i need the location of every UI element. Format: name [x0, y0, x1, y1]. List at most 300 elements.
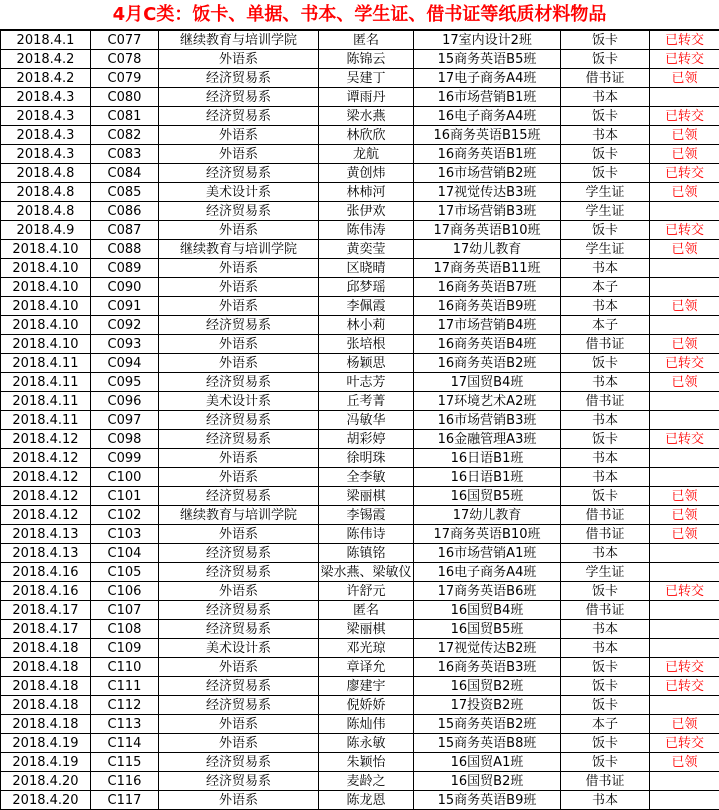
code-cell[interactable]: C116 — [91, 772, 159, 791]
item-cell[interactable]: 书本 — [561, 297, 650, 316]
class-cell[interactable]: 17市场营销B3班 — [414, 202, 561, 221]
name-cell[interactable]: 徐明珠 — [319, 449, 414, 468]
date-cell[interactable]: 2018.4.12 — [1, 468, 91, 487]
code-cell[interactable]: C087 — [91, 221, 159, 240]
department-cell[interactable]: 外语系 — [159, 734, 319, 753]
name-cell[interactable]: 区晓晴 — [319, 259, 414, 278]
code-cell[interactable]: C098 — [91, 430, 159, 449]
department-cell[interactable]: 经济贸易系 — [159, 696, 319, 715]
code-cell[interactable]: C107 — [91, 601, 159, 620]
department-cell[interactable]: 经济贸易系 — [159, 563, 319, 582]
code-cell[interactable]: C102 — [91, 506, 159, 525]
department-cell[interactable]: 经济贸易系 — [159, 107, 319, 126]
date-cell[interactable]: 2018.4.11 — [1, 411, 91, 430]
code-cell[interactable]: C114 — [91, 734, 159, 753]
date-cell[interactable]: 2018.4.12 — [1, 487, 91, 506]
code-cell[interactable]: C092 — [91, 316, 159, 335]
class-cell[interactable]: 16金融管理A3班 — [414, 430, 561, 449]
date-cell[interactable]: 2018.4.8 — [1, 202, 91, 221]
item-cell[interactable]: 学生证 — [561, 183, 650, 202]
code-cell[interactable]: C077 — [91, 31, 159, 50]
name-cell[interactable]: 许舒元 — [319, 582, 414, 601]
department-cell[interactable]: 外语系 — [159, 221, 319, 240]
class-cell[interactable]: 16国贸B4班 — [414, 601, 561, 620]
date-cell[interactable]: 2018.4.11 — [1, 354, 91, 373]
department-cell[interactable]: 经济贸易系 — [159, 316, 319, 335]
name-cell[interactable]: 丘考菁 — [319, 392, 414, 411]
code-cell[interactable]: C088 — [91, 240, 159, 259]
item-cell[interactable]: 饭卡 — [561, 50, 650, 69]
class-cell[interactable]: 17视觉传达B3班 — [414, 183, 561, 202]
code-cell[interactable]: C099 — [91, 449, 159, 468]
class-cell[interactable]: 17国贸B4班 — [414, 373, 561, 392]
class-cell[interactable]: 17环境艺术A2班 — [414, 392, 561, 411]
item-cell[interactable]: 本子 — [561, 278, 650, 297]
class-cell[interactable]: 15商务英语B8班 — [414, 734, 561, 753]
department-cell[interactable]: 经济贸易系 — [159, 411, 319, 430]
item-cell[interactable]: 饭卡 — [561, 107, 650, 126]
date-cell[interactable]: 2018.4.3 — [1, 107, 91, 126]
status-cell[interactable] — [650, 449, 719, 468]
status-cell[interactable]: 已转交 — [650, 430, 719, 449]
class-cell[interactable]: 16国贸B5班 — [414, 487, 561, 506]
name-cell[interactable]: 李佩霞 — [319, 297, 414, 316]
class-cell[interactable]: 15商务英语B2班 — [414, 715, 561, 734]
date-cell[interactable]: 2018.4.3 — [1, 145, 91, 164]
name-cell[interactable]: 张培根 — [319, 335, 414, 354]
department-cell[interactable]: 经济贸易系 — [159, 202, 319, 221]
class-cell[interactable]: 16国贸A1班 — [414, 753, 561, 772]
date-cell[interactable]: 2018.4.2 — [1, 50, 91, 69]
code-cell[interactable]: C109 — [91, 639, 159, 658]
department-cell[interactable]: 外语系 — [159, 525, 319, 544]
date-cell[interactable]: 2018.4.10 — [1, 240, 91, 259]
name-cell[interactable]: 龙航 — [319, 145, 414, 164]
item-cell[interactable]: 饭卡 — [561, 696, 650, 715]
code-cell[interactable]: C097 — [91, 411, 159, 430]
item-cell[interactable]: 饭卡 — [561, 31, 650, 50]
class-cell[interactable]: 16市场营销B2班 — [414, 164, 561, 183]
date-cell[interactable]: 2018.4.8 — [1, 183, 91, 202]
department-cell[interactable]: 外语系 — [159, 50, 319, 69]
item-cell[interactable]: 书本 — [561, 126, 650, 145]
item-cell[interactable]: 借书证 — [561, 772, 650, 791]
name-cell[interactable]: 梁水燕 — [319, 107, 414, 126]
code-cell[interactable]: C095 — [91, 373, 159, 392]
status-cell[interactable] — [650, 696, 719, 715]
code-cell[interactable]: C105 — [91, 563, 159, 582]
name-cell[interactable]: 陈伟诗 — [319, 525, 414, 544]
name-cell[interactable]: 邓光琼 — [319, 639, 414, 658]
code-cell[interactable]: C080 — [91, 88, 159, 107]
status-cell[interactable]: 已领 — [650, 240, 719, 259]
item-cell[interactable]: 饭卡 — [561, 658, 650, 677]
department-cell[interactable]: 外语系 — [159, 278, 319, 297]
code-cell[interactable]: C090 — [91, 278, 159, 297]
date-cell[interactable]: 2018.4.8 — [1, 164, 91, 183]
code-cell[interactable]: C111 — [91, 677, 159, 696]
table-row — [1, 316, 719, 335]
date-cell[interactable]: 2018.4.10 — [1, 335, 91, 354]
name-cell[interactable]: 吴建丁 — [319, 69, 414, 88]
class-cell[interactable]: 16市场营销A1班 — [414, 544, 561, 563]
name-cell[interactable]: 林柿河 — [319, 183, 414, 202]
table-row — [1, 126, 719, 145]
date-cell[interactable]: 2018.4.2 — [1, 69, 91, 88]
code-cell[interactable]: C113 — [91, 715, 159, 734]
status-cell[interactable]: 已领 — [650, 145, 719, 164]
status-cell[interactable]: 已领 — [650, 373, 719, 392]
date-cell[interactable]: 2018.4.10 — [1, 316, 91, 335]
department-cell[interactable]: 外语系 — [159, 259, 319, 278]
class-cell[interactable]: 16商务英语B1班 — [414, 145, 561, 164]
class-cell[interactable]: 16商务英语B3班 — [414, 658, 561, 677]
department-cell[interactable]: 美术设计系 — [159, 639, 319, 658]
department-cell[interactable]: 美术设计系 — [159, 392, 319, 411]
class-cell[interactable]: 15商务英语B9班 — [414, 791, 561, 810]
table-row — [1, 677, 719, 696]
status-cell[interactable] — [650, 772, 719, 791]
item-cell[interactable]: 饭卡 — [561, 734, 650, 753]
name-cell[interactable]: 陈灿伟 — [319, 715, 414, 734]
name-cell[interactable]: 林欣欣 — [319, 126, 414, 145]
name-cell[interactable]: 陈龙恩 — [319, 791, 414, 810]
item-cell[interactable]: 借书证 — [561, 69, 650, 88]
code-cell[interactable]: C106 — [91, 582, 159, 601]
class-cell[interactable]: 15商务英语B5班 — [414, 50, 561, 69]
item-cell[interactable]: 饭卡 — [561, 582, 650, 601]
date-cell[interactable]: 2018.4.12 — [1, 430, 91, 449]
class-cell[interactable]: 16国贸B2班 — [414, 772, 561, 791]
department-cell[interactable]: 经济贸易系 — [159, 753, 319, 772]
status-cell[interactable]: 已转交 — [650, 50, 719, 69]
status-cell[interactable] — [650, 392, 719, 411]
status-cell[interactable] — [650, 259, 719, 278]
status-cell[interactable] — [650, 639, 719, 658]
status-cell[interactable]: 已转交 — [650, 677, 719, 696]
item-cell[interactable]: 饭卡 — [561, 487, 650, 506]
item-cell[interactable]: 借书证 — [561, 335, 650, 354]
item-cell[interactable]: 书本 — [561, 449, 650, 468]
name-cell[interactable]: 杨颖思 — [319, 354, 414, 373]
status-cell[interactable]: 已领 — [650, 506, 719, 525]
name-cell[interactable]: 李锡霞 — [319, 506, 414, 525]
department-cell[interactable]: 外语系 — [159, 715, 319, 734]
code-cell[interactable]: C078 — [91, 50, 159, 69]
date-cell[interactable]: 2018.4.18 — [1, 639, 91, 658]
item-cell[interactable]: 书本 — [561, 639, 650, 658]
date-cell[interactable]: 2018.4.19 — [1, 734, 91, 753]
table-row — [1, 753, 719, 772]
department-cell[interactable]: 经济贸易系 — [159, 772, 319, 791]
name-cell[interactable]: 陈永敏 — [319, 734, 414, 753]
code-cell[interactable]: C117 — [91, 791, 159, 810]
table-row — [1, 297, 719, 316]
code-cell[interactable]: C091 — [91, 297, 159, 316]
name-cell[interactable]: 谭雨丹 — [319, 88, 414, 107]
name-cell[interactable]: 朱颖怡 — [319, 753, 414, 772]
name-cell[interactable]: 陈锦云 — [319, 50, 414, 69]
department-cell[interactable]: 经济贸易系 — [159, 430, 319, 449]
status-cell[interactable]: 已领 — [650, 69, 719, 88]
class-cell[interactable]: 16商务英语B4班 — [414, 335, 561, 354]
department-cell[interactable]: 外语系 — [159, 354, 319, 373]
code-cell[interactable]: C094 — [91, 354, 159, 373]
date-cell[interactable]: 2018.4.18 — [1, 677, 91, 696]
status-cell[interactable]: 已领 — [650, 753, 719, 772]
name-cell[interactable]: 陈镇铭 — [319, 544, 414, 563]
class-cell[interactable]: 17视觉传达B2班 — [414, 639, 561, 658]
code-cell[interactable]: C085 — [91, 183, 159, 202]
item-cell[interactable]: 借书证 — [561, 392, 650, 411]
item-cell[interactable]: 学生证 — [561, 563, 650, 582]
department-cell[interactable]: 外语系 — [159, 145, 319, 164]
date-cell[interactable]: 2018.4.20 — [1, 772, 91, 791]
item-cell[interactable]: 书本 — [561, 544, 650, 563]
date-cell[interactable]: 2018.4.10 — [1, 259, 91, 278]
name-cell[interactable]: 匿名 — [319, 31, 414, 50]
item-cell[interactable]: 饭卡 — [561, 430, 650, 449]
name-cell[interactable]: 胡彩婷 — [319, 430, 414, 449]
item-cell[interactable]: 饭卡 — [561, 354, 650, 373]
name-cell[interactable]: 叶志芳 — [319, 373, 414, 392]
code-cell[interactable]: C103 — [91, 525, 159, 544]
name-cell[interactable]: 林小莉 — [319, 316, 414, 335]
table-row — [1, 183, 719, 202]
item-cell[interactable]: 饭卡 — [561, 753, 650, 772]
date-cell[interactable]: 2018.4.18 — [1, 658, 91, 677]
class-cell[interactable]: 17幼儿教育 — [414, 240, 561, 259]
class-cell[interactable]: 16商务英语B15班 — [414, 126, 561, 145]
code-cell[interactable]: C083 — [91, 145, 159, 164]
date-cell[interactable]: 2018.4.10 — [1, 278, 91, 297]
class-cell[interactable]: 17商务英语B10班 — [414, 525, 561, 544]
date-cell[interactable]: 2018.4.11 — [1, 392, 91, 411]
date-cell[interactable]: 2018.4.18 — [1, 696, 91, 715]
table-row — [1, 525, 719, 544]
status-cell[interactable]: 已领 — [650, 126, 719, 145]
department-cell[interactable]: 继续教育与培训学院 — [159, 31, 319, 50]
department-cell[interactable]: 经济贸易系 — [159, 544, 319, 563]
department-cell[interactable]: 外语系 — [159, 791, 319, 810]
item-cell[interactable]: 书本 — [561, 373, 650, 392]
name-cell[interactable]: 梁丽棋 — [319, 620, 414, 639]
date-cell[interactable]: 2018.4.13 — [1, 525, 91, 544]
name-cell[interactable]: 邱梦瑶 — [319, 278, 414, 297]
name-cell[interactable]: 匿名 — [319, 601, 414, 620]
status-cell[interactable] — [650, 278, 719, 297]
date-cell[interactable]: 2018.4.12 — [1, 449, 91, 468]
item-cell[interactable]: 书本 — [561, 411, 650, 430]
item-cell[interactable]: 借书证 — [561, 525, 650, 544]
class-cell[interactable]: 16电子商务A4班 — [414, 107, 561, 126]
date-cell[interactable]: 2018.4.3 — [1, 126, 91, 145]
table-row — [1, 392, 719, 411]
class-cell[interactable]: 16电子商务A4班 — [414, 563, 561, 582]
department-cell[interactable]: 外语系 — [159, 335, 319, 354]
name-cell[interactable]: 廖建宇 — [319, 677, 414, 696]
name-cell[interactable]: 麦龄之 — [319, 772, 414, 791]
status-cell[interactable]: 已领 — [650, 525, 719, 544]
item-cell[interactable]: 书本 — [561, 620, 650, 639]
status-cell[interactable]: 已转交 — [650, 107, 719, 126]
date-cell[interactable]: 2018.4.3 — [1, 88, 91, 107]
status-cell[interactable] — [650, 620, 719, 639]
date-cell[interactable]: 2018.4.9 — [1, 221, 91, 240]
sheet-title: 4月C类：饭卡、单据、书本、学生证、借书证等纸质材料物品 — [0, 0, 719, 30]
item-cell[interactable]: 借书证 — [561, 506, 650, 525]
code-cell[interactable]: C115 — [91, 753, 159, 772]
code-cell[interactable]: C079 — [91, 69, 159, 88]
class-cell[interactable]: 16日语B1班 — [414, 468, 561, 487]
department-cell[interactable]: 外语系 — [159, 126, 319, 145]
date-cell[interactable]: 2018.4.13 — [1, 544, 91, 563]
class-cell[interactable]: 17室内设计2班 — [414, 31, 561, 50]
code-cell[interactable]: C084 — [91, 164, 159, 183]
name-cell[interactable]: 梁水燕、梁敏仪 — [319, 563, 414, 582]
date-cell[interactable]: 2018.4.17 — [1, 620, 91, 639]
code-cell[interactable]: C086 — [91, 202, 159, 221]
class-cell[interactable]: 17市场营销B4班 — [414, 316, 561, 335]
item-cell[interactable]: 书本 — [561, 468, 650, 487]
class-cell[interactable]: 16日语B1班 — [414, 449, 561, 468]
item-cell[interactable]: 学生证 — [561, 240, 650, 259]
date-cell[interactable]: 2018.4.19 — [1, 753, 91, 772]
name-cell[interactable]: 张伊欢 — [319, 202, 414, 221]
name-cell[interactable]: 梁丽棋 — [319, 487, 414, 506]
item-cell[interactable]: 饭卡 — [561, 221, 650, 240]
department-cell[interactable]: 经济贸易系 — [159, 88, 319, 107]
status-cell[interactable] — [650, 202, 719, 221]
status-cell[interactable]: 已领 — [650, 715, 719, 734]
department-cell[interactable]: 经济贸易系 — [159, 373, 319, 392]
class-cell[interactable]: 16商务英语B7班 — [414, 278, 561, 297]
code-cell[interactable]: C104 — [91, 544, 159, 563]
department-cell[interactable]: 外语系 — [159, 582, 319, 601]
date-cell[interactable]: 2018.4.10 — [1, 297, 91, 316]
table-row — [1, 411, 719, 430]
status-cell[interactable]: 已转交 — [650, 658, 719, 677]
code-cell[interactable]: C096 — [91, 392, 159, 411]
item-cell[interactable]: 书本 — [561, 259, 650, 278]
status-cell[interactable]: 已领 — [650, 297, 719, 316]
code-cell[interactable]: C089 — [91, 259, 159, 278]
status-cell[interactable]: 已领 — [650, 487, 719, 506]
item-cell[interactable]: 本子 — [561, 316, 650, 335]
name-cell[interactable]: 倪娇娇 — [319, 696, 414, 715]
department-cell[interactable]: 经济贸易系 — [159, 677, 319, 696]
status-cell[interactable] — [650, 411, 719, 430]
class-cell[interactable]: 17商务英语B6班 — [414, 582, 561, 601]
item-cell[interactable]: 借书证 — [561, 601, 650, 620]
status-cell[interactable] — [650, 316, 719, 335]
date-cell[interactable]: 2018.4.12 — [1, 506, 91, 525]
department-cell[interactable]: 经济贸易系 — [159, 601, 319, 620]
department-cell[interactable]: 继续教育与培训学院 — [159, 240, 319, 259]
department-cell[interactable]: 经济贸易系 — [159, 487, 319, 506]
status-cell[interactable] — [650, 544, 719, 563]
class-cell[interactable]: 16市场营销B1班 — [414, 88, 561, 107]
status-cell[interactable] — [650, 468, 719, 487]
department-cell[interactable]: 外语系 — [159, 297, 319, 316]
status-cell[interactable]: 已转交 — [650, 734, 719, 753]
status-cell[interactable]: 已转交 — [650, 354, 719, 373]
status-cell[interactable]: 已转交 — [650, 31, 719, 50]
date-cell[interactable]: 2018.4.11 — [1, 373, 91, 392]
table-row — [1, 221, 719, 240]
code-cell[interactable]: C110 — [91, 658, 159, 677]
department-cell[interactable]: 外语系 — [159, 449, 319, 468]
date-cell[interactable]: 2018.4.1 — [1, 31, 91, 50]
name-cell[interactable]: 陈伟涛 — [319, 221, 414, 240]
status-cell[interactable] — [650, 88, 719, 107]
date-cell[interactable]: 2018.4.18 — [1, 715, 91, 734]
item-cell[interactable]: 本子 — [561, 715, 650, 734]
department-cell[interactable]: 经济贸易系 — [159, 164, 319, 183]
status-cell[interactable] — [650, 601, 719, 620]
department-cell[interactable]: 经济贸易系 — [159, 620, 319, 639]
table-row — [1, 639, 719, 658]
class-cell[interactable]: 17投资B2班 — [414, 696, 561, 715]
item-cell[interactable]: 书本 — [561, 791, 650, 810]
name-cell[interactable]: 章译允 — [319, 658, 414, 677]
department-cell[interactable]: 美术设计系 — [159, 183, 319, 202]
date-cell[interactable]: 2018.4.20 — [1, 791, 91, 810]
name-cell[interactable]: 黄奕莹 — [319, 240, 414, 259]
code-cell[interactable]: C081 — [91, 107, 159, 126]
department-cell[interactable]: 经济贸易系 — [159, 69, 319, 88]
code-cell[interactable]: C093 — [91, 335, 159, 354]
class-cell[interactable]: 17商务英语B11班 — [414, 259, 561, 278]
name-cell[interactable]: 全李敏 — [319, 468, 414, 487]
class-cell[interactable]: 17商务英语B10班 — [414, 221, 561, 240]
code-cell[interactable]: C108 — [91, 620, 159, 639]
department-cell[interactable]: 外语系 — [159, 468, 319, 487]
code-cell[interactable]: C101 — [91, 487, 159, 506]
class-cell[interactable]: 17幼儿教育 — [414, 506, 561, 525]
item-cell[interactable]: 书本 — [561, 88, 650, 107]
table-row — [1, 107, 719, 126]
date-cell[interactable]: 2018.4.17 — [1, 601, 91, 620]
class-cell[interactable]: 16国贸B5班 — [414, 620, 561, 639]
date-cell[interactable]: 2018.4.16 — [1, 582, 91, 601]
code-cell[interactable]: C112 — [91, 696, 159, 715]
class-cell[interactable]: 17电子商务A4班 — [414, 69, 561, 88]
name-cell[interactable]: 冯敏华 — [319, 411, 414, 430]
item-cell[interactable]: 饭卡 — [561, 164, 650, 183]
name-cell[interactable]: 黄创炜 — [319, 164, 414, 183]
class-cell[interactable]: 16市场营销B3班 — [414, 411, 561, 430]
department-cell[interactable]: 外语系 — [159, 658, 319, 677]
status-cell[interactable]: 已领 — [650, 335, 719, 354]
date-cell[interactable]: 2018.4.16 — [1, 563, 91, 582]
status-cell[interactable]: 已转交 — [650, 582, 719, 601]
status-cell[interactable]: 已转交 — [650, 164, 719, 183]
class-cell[interactable]: 16商务英语B9班 — [414, 297, 561, 316]
department-cell[interactable]: 继续教育与培训学院 — [159, 506, 319, 525]
item-cell[interactable]: 学生证 — [561, 202, 650, 221]
status-cell[interactable]: 已领 — [650, 183, 719, 202]
class-cell[interactable]: 16商务英语B2班 — [414, 354, 561, 373]
code-cell[interactable]: C082 — [91, 126, 159, 145]
status-cell[interactable] — [650, 791, 719, 810]
code-cell[interactable]: C100 — [91, 468, 159, 487]
status-cell[interactable] — [650, 563, 719, 582]
status-cell[interactable]: 已转交 — [650, 221, 719, 240]
item-cell[interactable]: 饭卡 — [561, 145, 650, 164]
class-cell[interactable]: 16国贸B2班 — [414, 677, 561, 696]
item-cell[interactable]: 饭卡 — [561, 677, 650, 696]
